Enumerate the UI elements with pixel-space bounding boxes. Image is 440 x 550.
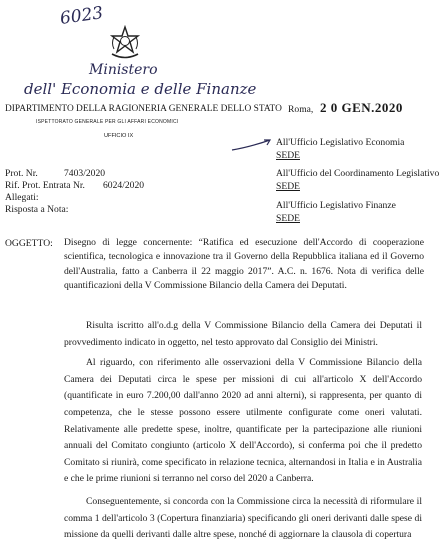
ministry-title-line2: dell' Economia e delle Finanze: [24, 80, 257, 98]
risposta-label: Risposta a Nota:: [5, 204, 69, 215]
allegati-label: Allegati:: [5, 192, 39, 203]
recipient-3-location: SEDE: [276, 213, 300, 224]
subject-text: Disegno di legge concernente: “Ratifica ed esecuzione dell'Accordo di cooperazione scientifica, tecnologica e innovazione tra il Governo della Repubblica italiana ed il Governo dell'Australia, fatto a Canberra il 22 maggio 2017”. A.C. n. 1676. Nota di verifica delle quantificazioni della V Commissione Bilancio della Camera dei Deputati.: [64, 237, 424, 292]
place-label: Roma,: [288, 104, 314, 115]
prot-value: 7403/2020: [64, 168, 106, 179]
paragraph-2: Al riguardo, con riferimento alle osservazioni della V Commissione Bilancio della Camera dei Deputati circa le spese per missioni di cui all'articolo X dell'Accordo (quantificate in euro 7.200,00 dall'anno 2020 ad anni alterni), si rappresenta, per quanto di competenza, che le stesse possono essere utilmente configurate come oneri valutati. Relativamente alle predette spese, inoltre, quantificate per la partecipazione alle riunioni annuali del Comitato congiunto (articolo X dell'Accordo), si conferma poi che il predetto Comitato si riunirà, come specificato in relazione tecnica, alternandosi in Italia e in Australia e che le prime riunioni si terranno nel corso del 2020 a Canberra.: [64, 357, 422, 485]
office-name: UFFICIO IX: [104, 133, 134, 139]
recipient-1-name: All'Ufficio Legislativo Economia: [276, 137, 405, 148]
recipient-2-location: SEDE: [276, 181, 300, 192]
handwritten-arrow-mark: [230, 138, 274, 157]
letter-body: [64, 318, 422, 544]
inspectorate-name: ISPETTORATO GENERALE PER GLI AFFARI ECONOMICI: [36, 119, 179, 125]
paragraph-1: Risulta iscritto all'o.d.g della V Commissione Bilancio della Camera dei Deputati il provvedimento indicato in oggetto, nel testo approvato dal Consiglio dei Ministri.: [64, 320, 422, 348]
date-stamp: 2 0 GEN.2020: [320, 100, 403, 115]
recipient-3-name: All'Ufficio Legislativo Finanze: [276, 200, 396, 211]
department-name: DIPARTIMENTO DELLA RAGIONERIA GENERALE DELLO STATO: [5, 104, 282, 114]
recipient-1-location: SEDE: [276, 150, 300, 161]
prot-label: Prot. Nr.: [5, 168, 38, 179]
paragraph-3: Conseguentemente, si concorda con la Commissione circa la necessità di riformulare il comma 1 dell'articolo 3 (Copertura finanziaria) specificando gli oneri derivanti dalle spese di missione da quelli derivanti dalle altre spese, nonché di aggiornare la clausola di copertura: [64, 495, 422, 541]
rif-prot-label: Rif. Prot. Entrata Nr.: [5, 180, 85, 191]
handwritten-protocol-number: 6023: [58, 3, 105, 29]
italian-republic-emblem: [108, 25, 142, 61]
rif-prot-value: 6024/2020: [103, 180, 145, 191]
subject-label: OGGETTO:: [5, 238, 53, 249]
recipient-2-name: All'Ufficio del Coordinamento Legislativo: [276, 168, 440, 179]
ministry-title-line1: Ministero: [89, 62, 158, 78]
